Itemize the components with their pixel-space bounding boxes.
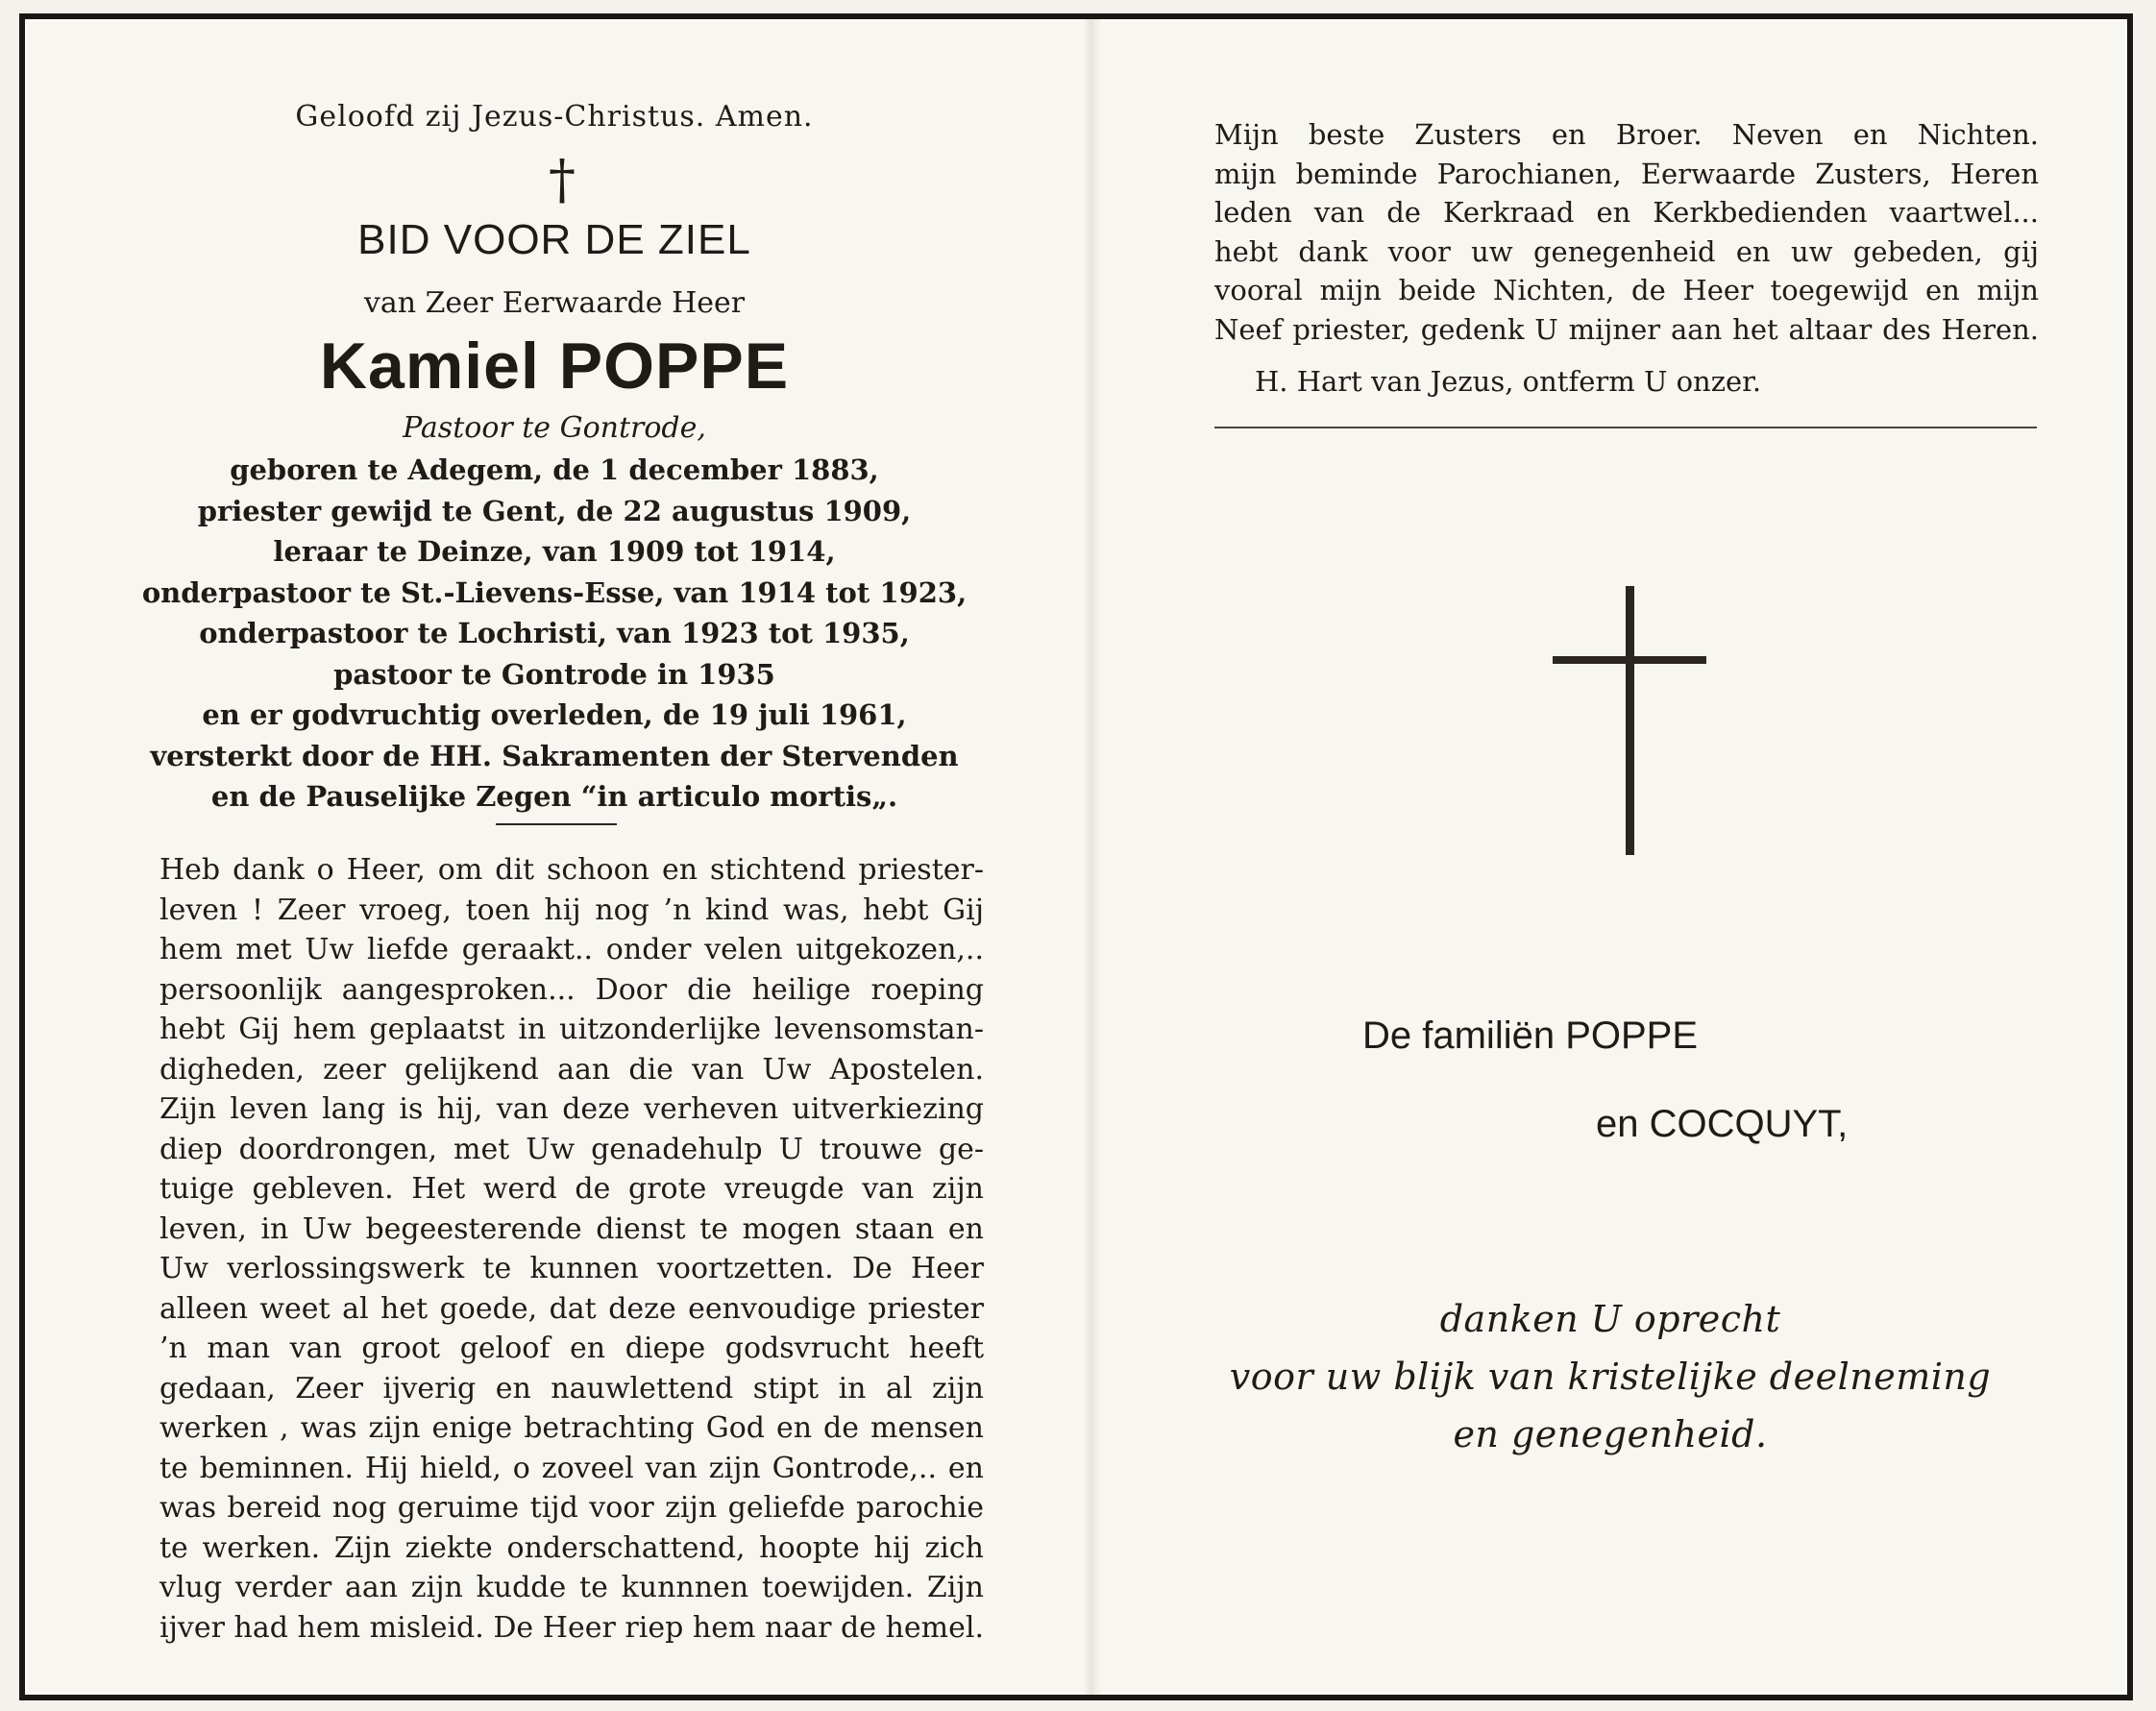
paragraph-line: was bereid nog geruime tijd voor zijn geliefde parochie: [159, 1491, 984, 1525]
bio-line: pastoor te Gontrode in 1935: [333, 657, 775, 691]
bio-line: versterkt door de HH. Sakramenten der Stervenden: [150, 739, 959, 772]
bio-line: en de Pauselijke Zegen “in articulo mortis„.: [210, 780, 898, 813]
family-line: De familiën POPPE: [1362, 1014, 1699, 1057]
message-line: vooral mijn beide Nichten, de Heer toegewijd en mijn: [1214, 274, 2039, 306]
bio-line: en er godvruchtig overleden, de 19 juli 1961,: [202, 698, 907, 731]
paragraph-line: leven, in Uw begeesterende dienst te mogen staan en: [159, 1211, 984, 1246]
message-line: hebt dank voor uw genegenheid en uw gebeden, gij: [1214, 234, 2039, 268]
tribute-paragraph: [159, 850, 984, 1648]
bio-line: onderpastoor te Lochristi, van 1923 tot 1935,: [199, 617, 910, 649]
thanks-line: danken U oprecht: [1439, 1298, 1781, 1340]
right-panel: [1101, 19, 2133, 1695]
cross-icon: [1553, 586, 1706, 855]
thanks-line: en genegenheid.: [1453, 1413, 1768, 1455]
honorific: van Zeer Eerwaarde Heer: [363, 286, 746, 320]
message-line: Mijn beste Zusters en Broer. Neven en Nichten.: [1214, 118, 2039, 151]
paragraph-line: te beminnen. Hij hield, o zoveel van zijn Gontrode,.. en: [159, 1451, 984, 1485]
role: Pastoor te Gontrode,: [403, 411, 706, 445]
card-fold: [1084, 19, 1101, 1695]
message-line: mijn beminde Parochianen, Eerwaarde Zusters, Heren: [1214, 157, 2039, 190]
farewell-message: [1214, 115, 2039, 349]
bio-line: geboren te Adegem, de 1 december 1883,: [230, 453, 879, 486]
paragraph-line: hem met Uw liefde geraakt.. onder velen uitgekozen,..: [159, 933, 984, 966]
divider: [496, 823, 617, 825]
thanks-line: voor uw blijk van kristelijke deelneming: [1229, 1356, 1992, 1398]
message-line: Neef priester, gedenk U mijner aan het altaar des Heren.: [1214, 312, 2039, 346]
paragraph-line: diep doordrongen, met Uw genadehulp U trouwe ge-: [159, 1132, 984, 1166]
deceased-name: Kamiel POPPE: [319, 330, 790, 403]
paragraph-line: digheden, zeer gelijkend aan die van Uw Apostelen.: [159, 1052, 984, 1087]
bio-line: onderpastoor te St.-Lievens-Esse, van 1914 tot 1923,: [141, 575, 968, 609]
invocation: H. Hart van Jezus, ontferm U onzer.: [1255, 365, 1762, 398]
small-cross-icon: †: [549, 149, 576, 211]
paragraph-line: Heb dank o Heer, om dit schoon en stichtend priester-: [159, 853, 984, 887]
paragraph-line: ijver had hem misleid. De Heer riep hem naar de hemel.: [159, 1610, 984, 1645]
divider: [1214, 427, 2037, 428]
paragraph-line: tuige gebleven. Het werd de grote vreugde van zijn: [159, 1172, 984, 1206]
paragraph-line: leven ! Zeer vroeg, toen hij nog ’n kind was, hebt Gij: [159, 892, 984, 927]
paragraph-line: alleen weet al het goede, dat deze eenvoudige priester: [159, 1291, 984, 1326]
memorial-card: [19, 13, 2133, 1700]
paragraph-line: persoonlijk aangesproken... Door die heilige roeping: [159, 972, 984, 1007]
header-prayer: Geloofd zij Jezus-Christus. Amen.: [295, 100, 814, 134]
paragraph-line: gedaan, Zeer ijverig en nauwlettend stipt in al zijn: [159, 1371, 984, 1405]
bio-line: leraar te Deinze, van 1909 tot 1914,: [273, 535, 836, 568]
family-line: en COCQUYT,: [1596, 1103, 1849, 1145]
paragraph-line: hebt Gij hem geplaatst in uitzonderlijke levensomstan-: [159, 1013, 984, 1046]
paragraph-line: ’n man van groot geloof en diepe godsvrucht heeft: [159, 1332, 984, 1365]
message-line: leden van de Kerkraad en Kerkbedienden vaartwel...: [1214, 196, 2039, 229]
paragraph-line: werken , was zijn enige betrachting God en de mensen: [159, 1411, 984, 1445]
bio-line: priester gewijd te Gent, de 22 augustus 1909,: [197, 494, 912, 527]
biography: [25, 450, 1084, 818]
thanks-text: [1178, 1290, 2043, 1463]
paragraph-line: Uw verlossingswerk te kunnen voortzetten. De Heer: [159, 1252, 984, 1285]
left-panel: [25, 19, 1084, 1695]
paragraph-line: Zijn leven lang is hij, van deze verheven uitverkiezing: [159, 1092, 984, 1126]
paragraph-line: te werken. Zijn ziekte onderschattend, hoopte hij zich: [159, 1530, 984, 1565]
page-title: BID VOOR DE ZIEL: [357, 216, 751, 263]
paragraph-line: vlug verder aan zijn kudde te kunnnen toewijden. Zijn: [159, 1571, 984, 1604]
